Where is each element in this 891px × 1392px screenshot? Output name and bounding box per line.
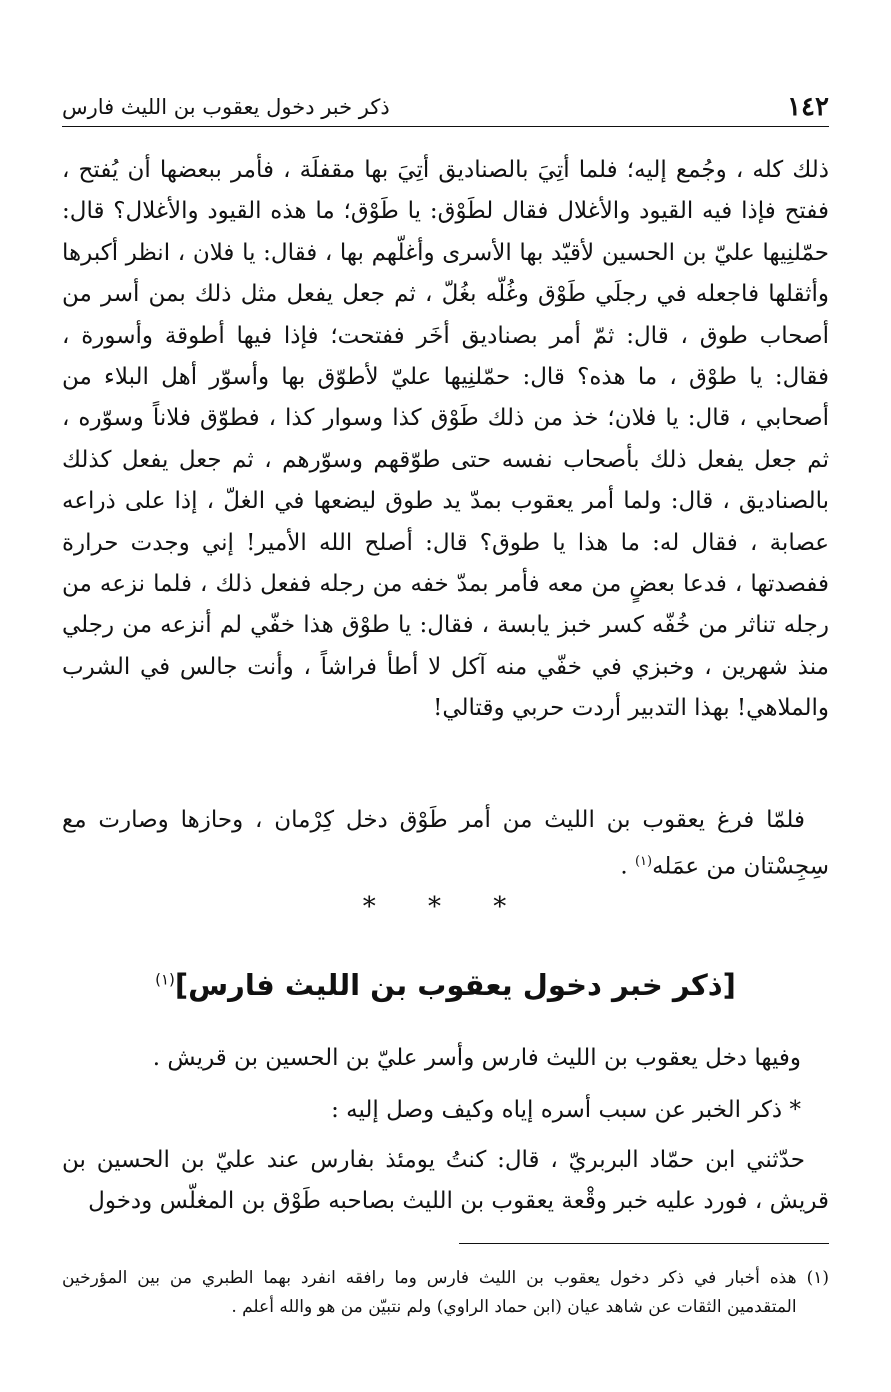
section-intro: وفيها دخل يعقوب بن الليث فارس وأسر عليّ بن الحسين بن قريش . xyxy=(152,1045,801,1071)
footnote-marker: (١) xyxy=(806,1268,829,1288)
footnote-text: هذه أخبار في ذكر دخول يعقوب بن الليث فارس وما رافقه انفرد بهما الطبري من بين المؤرخين المتقدمين الثقات عن شاهد عيان (ابن حماد الراوي) ولم نتبيّن من هو والله أعلم . xyxy=(62,1268,797,1317)
body-paragraph-1: ذلك كله ، وجُمع إليه؛ فلما أتِيَ بالصناديق أتِيَ بها مقفلَة ، فأمر ببعضها أن يُفتح ، ففتح فإذا فيه القيود والأغلال فقال لطَوْق: يا طَوْق؛ ما هذه القيود والأغلال؟ قال: حمّلنِيها عليّ بن الحسين لأقيّد بها الأسرى وأغلّهم بها ، فقال: يا فلان ، انظر أكبرها وأثقلها فاجعله في رجلَي طَوْق وغُلّه بغُلّ ، ثم جعل يفعل مثل ذلك بمن أسر من أصحاب طوق ، قال: ثمّ أمر بصناديق أخَر ففتحت؛ فإذا فيها أطوقة وأسورة ، فقال: يا طوْق ، ما هذه؟ قال: حمّلنِيها عليّ لأطوّق بها وأسوّر أهل البلاء من أصحابي ، قال: يا فلان؛ خذ من ذلك طَوْق كذا وسوار كذا ، فطوّق فلاناً وسوّره ، ثم جعل يفعل ذلك بأصحاب نفسه حتى طوّقهم وسوّرهم ، ثم جعل يفعل كذلك بالصناديق ، قال: ولما أمر يعقوب بمدّ يد طوق ليضعها في الغلّ ، إذا على ذراعه عصابة ، فقال له: ما هذا يا طوق؟ قال: أصلح الله الأمير! إني وجدت حرارة ففصدتها ، فدعا بعضٍ من معه فأمر بمدّ خفه من رجله ففعل ذلك ، فلما نزعه من رجله تناثر من خُفّه كسر خبز يابسة ، فقال: يا طوْق هذا خفّي لم أنزعه من رجلي منذ شهرين ، وخبزي في خفّي منه آكل لا أطأ فراشاً ، وأنت جالس في الشرب والملاهي! بهذا التدبير أردت حربي وقتالي! xyxy=(62,157,829,722)
footnote-divider xyxy=(459,1243,829,1244)
subheading: * ذكر الخبر عن سبب أسره إياه وكيف وصل إليه : xyxy=(331,1097,801,1123)
section-heading-text: [ذكر خبر دخول يعقوب بن الليث فارس] xyxy=(174,968,736,1002)
body-paragraph-2-text: فلمّا فرغ يعقوب بن الليث من أمر طَوْق دخل كِرْمان ، وحازها وصارت مع سِجِسْتان من عمَله xyxy=(62,807,829,881)
body-paragraph-2-end: . xyxy=(620,854,635,881)
page-number: ١٤٢ xyxy=(787,92,829,122)
section-separator: * * * xyxy=(362,892,529,922)
body-paragraph-3: حدّثني ابن حمّاد البربريّ ، قال: كنتُ يومئذ بفارس عند عليّ بن الحسين بن قريش ، فورد عليه خبر وقْعة يعقوب بن الليث بصاحبه طَوْق بن المغلّس ودخول xyxy=(62,1147,829,1215)
footnote-reference: (١) xyxy=(634,854,653,870)
running-header-title: ذكر خبر دخول يعقوب بن الليث فارس xyxy=(62,95,390,119)
body-paragraph-2 xyxy=(62,800,829,888)
section-heading xyxy=(62,968,829,1002)
section-heading-footnote-reference: (١) xyxy=(155,970,175,989)
running-header xyxy=(62,88,829,127)
footnote xyxy=(62,1264,829,1322)
